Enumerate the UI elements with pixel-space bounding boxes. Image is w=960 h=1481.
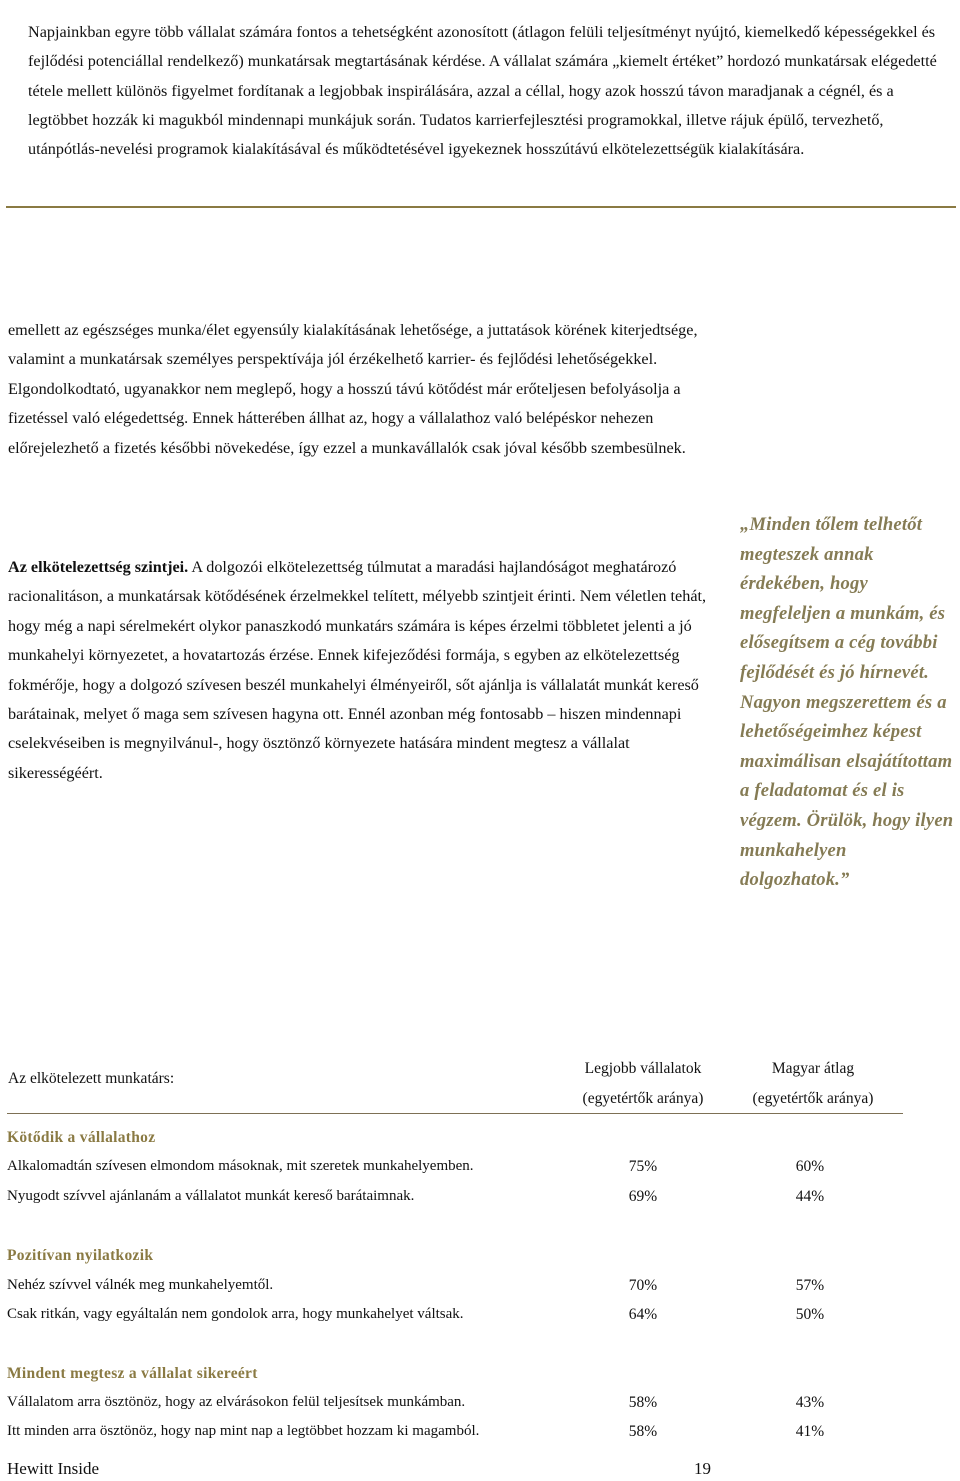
table-row-label: Csak ritkán, vagy egyáltalán nem gondolok arra, hogy munkahelyet váltsak. — [7, 1306, 464, 1322]
body-paragraph-2: emellett az egészséges munka/élet egyensúly kialakításának lehetősége, a juttatások körének kiterjedtsége, valamint a munkatársak személyes perspektívája jól érzékelhető karrier- és fejlődési lehetőségekkel. Elgondolkodtató, ugyanakkor nem meglepő, hogy a hosszú távú kötődést már erőteljesen befolyásolja a fizetéssel való elégedettség. Ennek hátterében állhat az, hogy a vállalathoz való belépéskor nehezen előrejelezhető a fizetés későbbi növekedése, így ezzel a munkavállalók csak jóval később szembesülnek. — [8, 321, 698, 457]
table-cell-average: 43% — [795, 1394, 825, 1411]
table-cell-average: 57% — [795, 1277, 825, 1294]
table-cell-average: 41% — [795, 1423, 825, 1440]
table-cell-best: 70% — [628, 1277, 658, 1294]
table-header-divider — [7, 1113, 903, 1114]
table-section-title: Mindent megtesz a vállalat sikereért — [7, 1365, 258, 1382]
table-row-label: Nyugodt szívvel ajánlanám a vállalatot munkát kereső barátaimnak. — [7, 1188, 415, 1204]
page-number: 19 — [694, 1459, 711, 1478]
table-cell-best: 58% — [628, 1394, 658, 1411]
table-cell-average: 50% — [795, 1306, 825, 1323]
table-title: Az elkötelezett munkatárs: — [8, 1070, 175, 1087]
pull-quote: „Minden tőlem telhetőt megteszek annak érdekében, hogy megfeleljen a munkám, és elősegítsem a cég további fejlődését és jó hírnevét. Nagyon megszerettem és a lehetőségeimhez képest maximálisan elsajátítottam a feladatomat és el is végzem. Örülök, hogy ilyen munkahelyen dolgozhatok.” — [740, 514, 954, 891]
column-header-best — [562, 1054, 724, 1113]
intro-paragraph: Napjainkban egyre több vállalat számára fontos a tehetségként azonosított (átlagon felüli teljesítményt nyújtó, kiemelkedő képességekkel és fejlődési potenciállal rendelkező) munkatársak megtartásának kérdése. A vállalat számára „kiemelt értéket” hordozó munkatársak elégedetté tétele mellett különös figyelmet fordítanak a legjobbak inspirálására, azzal a céllal, hogy azok hosszú távon maradjanak a cégnél, és a legtöbbet hozzák ki magukból mindennapi munkájuk során. Tudatos karrierfejlesztési programokkal, illetve rájuk épülő, tervezhető, utánpótlás-nevelési programok kialakításával és működtetésével igyekeznek hosszútávú elkötelezettségük kialakítására. — [28, 23, 937, 159]
column-header-best-line2: (egyetértők aránya) — [582, 1089, 704, 1107]
column-header-best-line1: Legjobb vállalatok — [584, 1060, 702, 1077]
intro-box — [6, 0, 956, 208]
table-row-label: Alkalomadtán szívesen elmondom másoknak, mit szeretek munkahelyemben. — [7, 1158, 474, 1174]
table-section-title: Pozitívan nyilatkozik — [7, 1247, 154, 1264]
column-header-average-line2: (egyetértők aránya) — [752, 1089, 874, 1107]
table-cell-best: 69% — [628, 1188, 658, 1205]
section-lead-title: Az elkötelezettség szintjei. — [8, 558, 189, 576]
footer-publication: Hewitt Inside — [7, 1459, 100, 1478]
column-header-average-line1: Magyar átlag — [771, 1060, 855, 1077]
table-cell-average: 44% — [795, 1188, 825, 1205]
table-cell-best: 75% — [628, 1158, 658, 1175]
table-cell-best: 58% — [628, 1423, 658, 1440]
table-row-label: Itt minden arra ösztönöz, hogy nap mint nap a legtöbbet hozzam ki magamból. — [7, 1423, 480, 1439]
column-header-average — [732, 1054, 894, 1113]
table-cell-best: 64% — [628, 1306, 658, 1323]
table-row-label: Nehéz szívvel válnék meg munkahelyemtől. — [7, 1277, 274, 1293]
table-cell-average: 60% — [795, 1158, 825, 1175]
table-section-title: Kötődik a vállalathoz — [7, 1129, 156, 1146]
body-paragraph-3 — [8, 553, 720, 788]
table-row-label: Vállalatom arra ösztönöz, hogy az elvárásokon felül teljesítsek munkámban. — [7, 1394, 466, 1410]
section-lead-text: A dolgozói elkötelezettség túlmutat a maradási hajlandóságot meghatározó racionalitáson, a munkatársak kötődésének érzelmekkel telített, mélyebb szintjeit érinti. Nem véletlen tehát, hogy még a napi sérelmekért olykor panaszkodó munkatárs számára is képes érzelmi többletet jelenti a jó munkahelyi környezetet, a hovatartozás érzése. Ennek kifejeződési formája, s egyben az elkötelezettség fokmérője, hogy a dolgozó szívesen beszél munkahelyi élményeiről, sőt ajánlja is vállalatát munkát kereső barátainak, melyet ő maga sem szívesen hagyna ott. Ennél azonban még fontosabb – hiszen mindennapi cselekvéseiben is megnyilvánul-, hogy ösztönző környezete hatására mindent megtesz a vállalat sikerességéért. — [8, 558, 707, 782]
